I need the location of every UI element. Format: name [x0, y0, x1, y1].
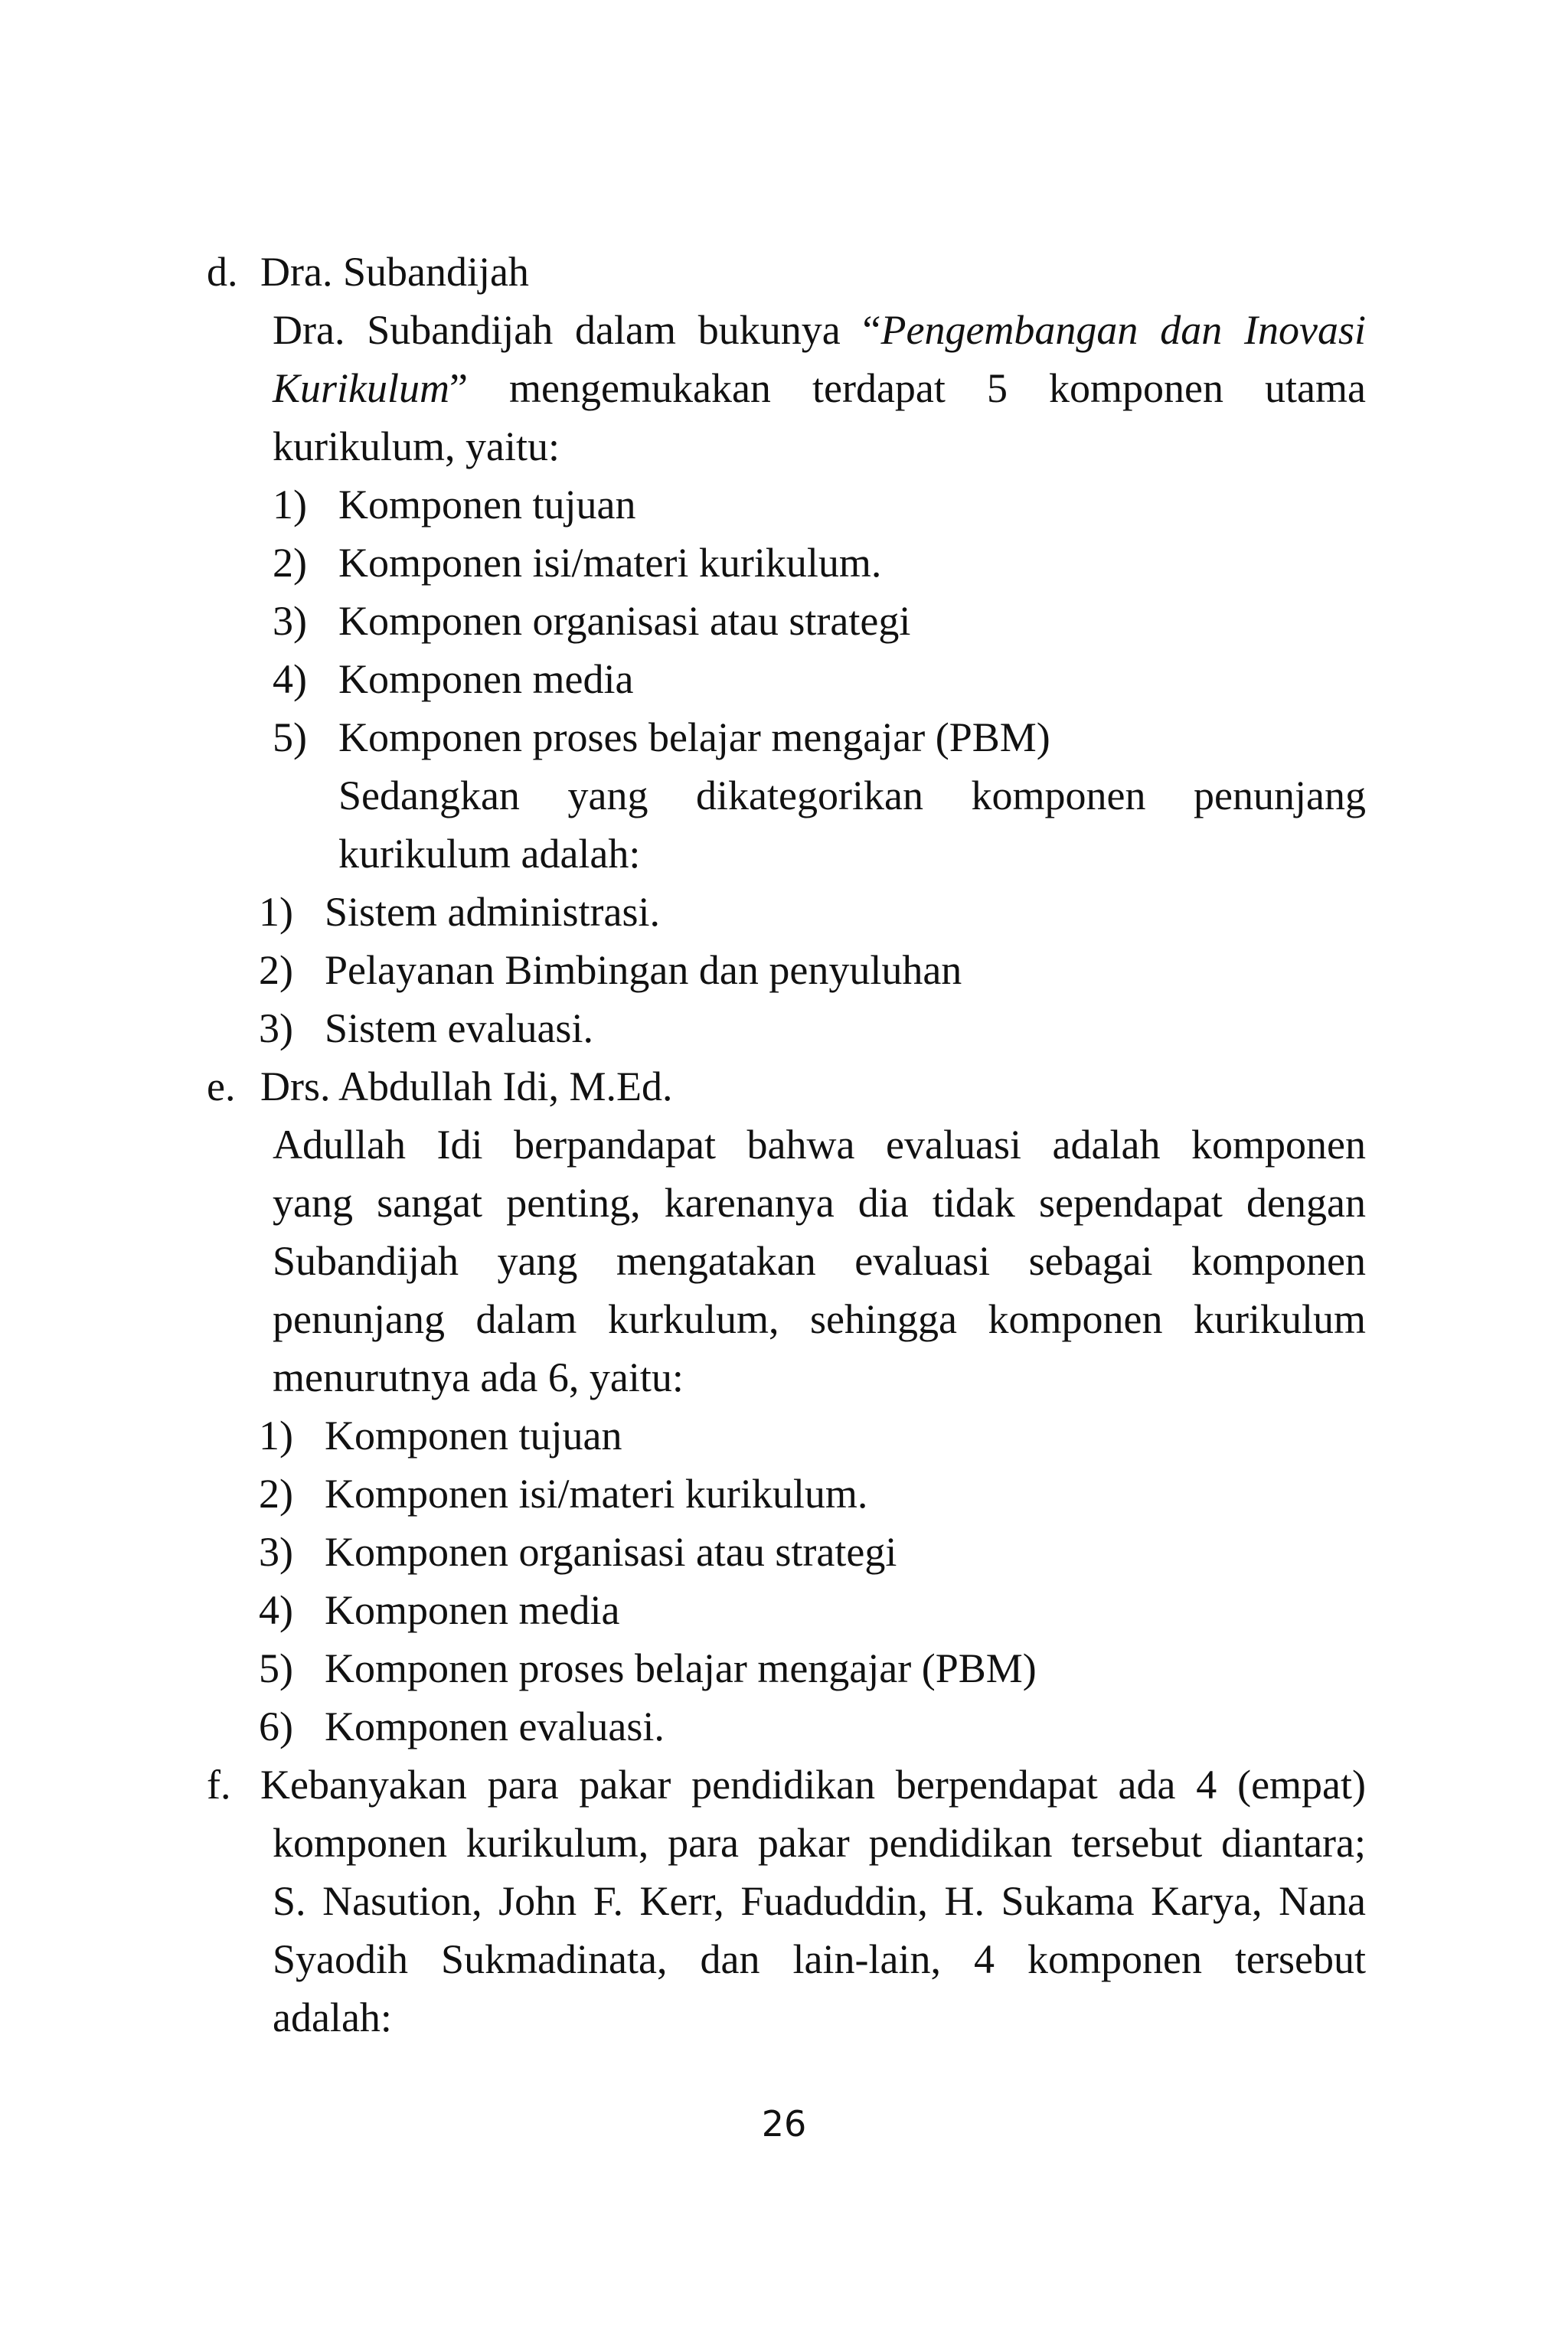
section-d-heading: Dra. Subandijah — [260, 249, 529, 295]
list-number: 2) — [273, 540, 307, 586]
list-item: Komponen organisasi atau strategi — [338, 598, 911, 644]
list-number: 4) — [259, 1587, 293, 1633]
page-number: 26 — [761, 2103, 807, 2145]
list-number: 3) — [259, 1529, 293, 1575]
section-e-heading: Drs. Abdullah Idi, M.Ed. — [260, 1063, 673, 1109]
list-number: 3) — [273, 598, 307, 644]
section-e-marker: e. — [207, 1063, 236, 1109]
list-item: Komponen media — [338, 656, 634, 702]
list-item: Pelayanan Bimbingan dan penyuluhan — [325, 947, 962, 993]
list-item: Komponen proses belajar mengajar (PBM) — [325, 1645, 1037, 1691]
list-item: Sistem evaluasi. — [325, 1005, 593, 1051]
list-number: 1) — [259, 889, 293, 935]
list-number: 2) — [259, 947, 293, 993]
list-number: 3) — [259, 1005, 293, 1051]
list-number: 6) — [259, 1704, 293, 1749]
section-e-paragraph-line: yang sangat penting, karenanya dia tidak sependapat dengan — [273, 1180, 1366, 1226]
list-item: Komponen media — [325, 1587, 620, 1633]
section-f-line: Syaodih Sukmadinata, dan lain-lain, 4 komponen tersebut — [273, 1936, 1366, 1982]
intro-text-plain: ” mengemukakan terdapat 5 komponen utama — [449, 365, 1366, 411]
list-item: Komponen isi/materi kurikulum. — [338, 540, 882, 586]
list-number: 5) — [273, 714, 307, 760]
list-item: Komponen evaluasi. — [325, 1704, 665, 1749]
section-e-paragraph-line: penunjang dalam kurkulum, sehingga komponen kurikulum — [273, 1296, 1366, 1342]
list-item: Komponen isi/materi kurikulum. — [325, 1471, 868, 1517]
list-item: Komponen tujuan — [325, 1413, 622, 1459]
intro-text-plain: Dra. Subandijah dalam bukunya “ — [273, 307, 881, 353]
list-number: 2) — [259, 1471, 293, 1517]
section-d-marker: d. — [207, 249, 238, 295]
list-item: Sistem administrasi. — [325, 889, 660, 935]
list-number: 4) — [273, 656, 307, 702]
section-f-marker: f. — [207, 1762, 231, 1808]
section-f-line: komponen kurikulum, para pakar pendidikan tersebut diantara; — [273, 1820, 1366, 1866]
list-number: 1) — [273, 482, 307, 528]
section-e-paragraph-line: Adullah Idi berpandapat bahwa evaluasi adalah komponen — [273, 1122, 1366, 1168]
list-item: Komponen tujuan — [338, 482, 636, 528]
list-number: 1) — [259, 1413, 293, 1459]
support-intro-line-1: Sedangkan yang dikategorikan komponen penunjang — [338, 773, 1366, 818]
list-number: 5) — [259, 1645, 293, 1691]
book-title-part-1: Pengembangan dan Inovasi — [880, 307, 1366, 353]
section-e-paragraph-line: menurutnya ada 6, yaitu: — [273, 1354, 684, 1400]
section-d-intro-line-3: kurikulum, yaitu: — [273, 423, 560, 469]
support-intro-line-2: kurikulum adalah: — [338, 831, 641, 877]
section-f-line: Kebanyakan para pakar pendidikan berpendapat ada 4 (empat) — [260, 1762, 1366, 1808]
list-item: Komponen proses belajar mengajar (PBM) — [338, 714, 1050, 760]
section-f-line: S. Nasution, John F. Kerr, Fuaduddin, H. Sukama Karya, Nana — [273, 1878, 1366, 1924]
section-f-line: adalah: — [273, 1994, 392, 2040]
section-e-paragraph-line: Subandijah yang mengatakan evaluasi sebagai komponen — [273, 1238, 1366, 1284]
section-d-intro-line-2 — [273, 360, 1366, 416]
book-title-part-2: Kurikulum — [273, 365, 450, 411]
section-d-intro-line-1 — [273, 302, 1366, 358]
list-item: Komponen organisasi atau strategi — [325, 1529, 897, 1575]
